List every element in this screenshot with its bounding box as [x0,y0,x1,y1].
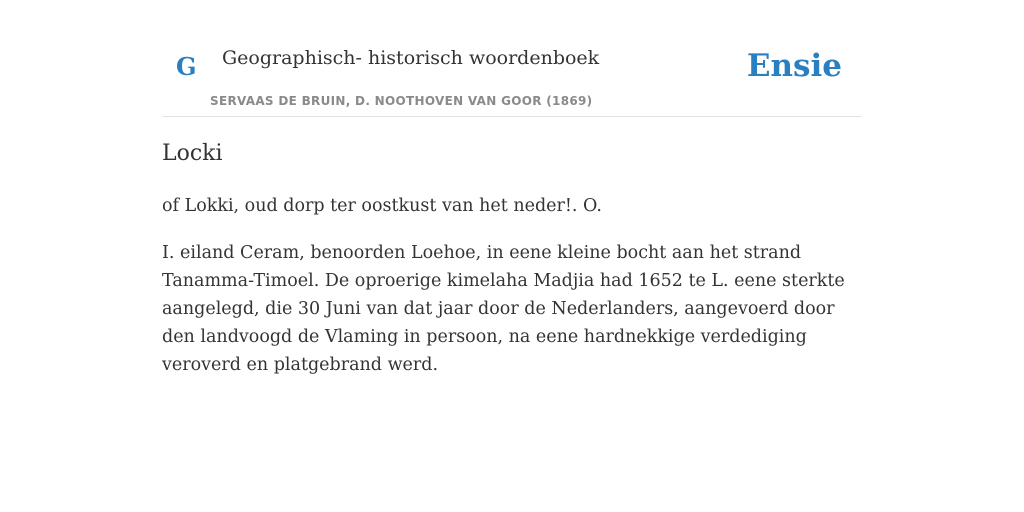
entry-paragraph: I. eiland Ceram, benoorden Loehoe, in eene kleine bocht aan het strand Tanamma-Timoel. De oproerige kimelaha Madjia had 1652 te L. eene sterkte aangelegd, die 30 Juni van dat jaar door de Nederlanders, aangevoerd door den landvoogd de Vlaming in persoon, na eene hardnekkige verdediging veroverd en platgebrand werd. [162,243,845,375]
entry-paragraph: of Lokki, oud dorp ter oostkust van het neder!. O. [162,196,602,216]
entry-title: Locki [162,141,223,166]
entry-article [162,138,862,379]
ensie-logo[interactable]: Ensie [746,48,842,84]
book-icon[interactable]: G [176,52,197,81]
book-header [162,0,862,117]
book-authors: SERVAAS DE BRUIN, D. NOOTHOVEN VAN GOOR (1869) [210,94,593,108]
book-title[interactable]: Geographisch- historisch woordenboek [222,47,600,69]
